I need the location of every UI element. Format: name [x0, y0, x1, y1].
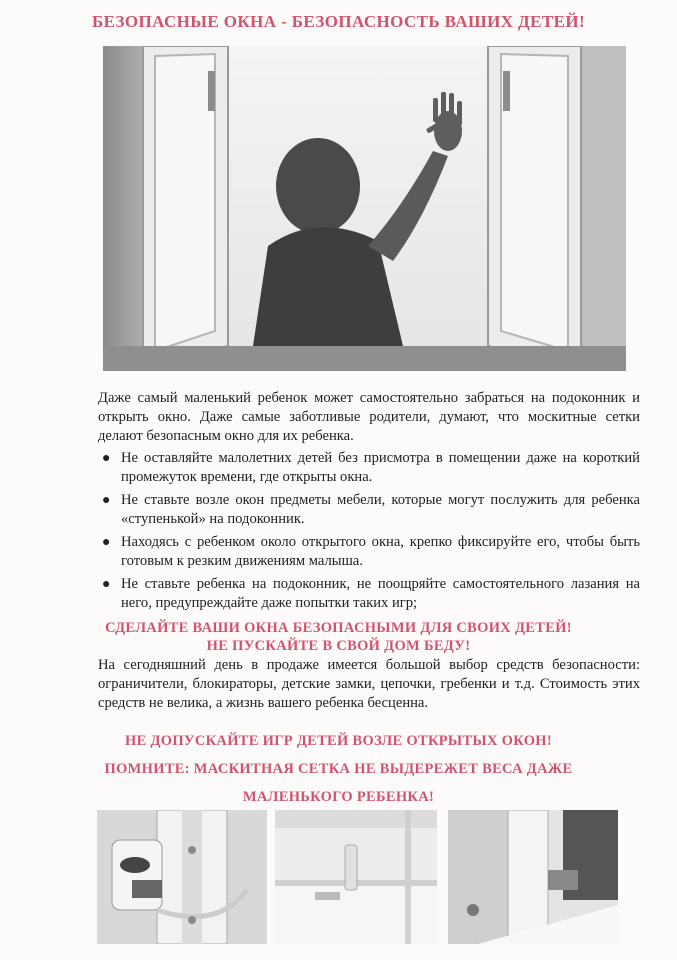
- warning-line-2: ПОМНИТЕ: МАСКИТНАЯ СЕТКА НЕ ВЫДЕРЕЖЕТ ВЕСА ДАЖЕ: [104, 761, 573, 777]
- slogan-line-2: НЕ ПУСКАЙТЕ В СВОЙ ДОМ БЕДУ!: [206, 638, 471, 654]
- list-item: [98, 491, 640, 529]
- window-latch-photo: [275, 810, 437, 944]
- tip-text: Находясь с ребенком около открытого окна, крепко фиксируйте его, чтобы быть готовым к резким движениям малыша.: [121, 534, 640, 569]
- bullet-icon: ●: [102, 493, 111, 508]
- intro-paragraph: Даже самый маленький ребенок может самостоятельно забраться на подоконник и открыть окно. Даже самые заботливые родители, думают, что москитные сетки делают безопасным окно для их ребенка.: [98, 390, 640, 444]
- list-item: [98, 575, 640, 613]
- tip-text: Не ставьте возле окон предметы мебели, которые могут послужить для ребенка «ступенькой» на подоконник.: [121, 492, 640, 527]
- warning-line-3: МАЛЕНЬКОГО РЕБЕНКА!: [242, 789, 435, 805]
- bullet-icon: ●: [102, 577, 111, 592]
- market-paragraph: На сегодняшний день в продаже имеется большой выбор средств безопасности: ограничители, блокираторы, детские замки, цепочки, гребенки и т.д. Стоимость этих средств не велика, а жизнь вашего ребенка бесценна.: [98, 657, 640, 711]
- safety-tips-list: [98, 449, 640, 617]
- bullet-icon: ●: [102, 535, 111, 550]
- list-item: [98, 533, 640, 571]
- bullet-icon: ●: [102, 451, 111, 466]
- list-item: [98, 449, 640, 487]
- window-limiter-photo: [448, 810, 618, 944]
- warning-line-1: НЕ ДОПУСКАЙТЕ ИГР ДЕТЕЙ ВОЗЛЕ ОТКРЫТЫХ ОКОН!: [125, 733, 552, 749]
- window-lock-photo: [97, 810, 267, 944]
- child-at-window-photo: [103, 46, 626, 371]
- slogan-line-1: СДЕЛАЙТЕ ВАШИ ОКНА БЕЗОПАСНЫМИ ДЛЯ СВОИХ ДЕТЕЙ!: [105, 620, 572, 636]
- tip-text: Не оставляйте малолетних детей без присмотра в помещении даже на короткий промежуток времени, где открыты окна.: [121, 450, 640, 485]
- tip-text: Не ставьте ребенка на подоконник, не поощряйте самостоятельного лазания на него, предупреждайте даже попытки таких игр;: [121, 576, 640, 611]
- page-title: БЕЗОПАСНЫЕ ОКНА - БЕЗОПАСНОСТЬ ВАШИХ ДЕТЕЙ!: [91, 12, 586, 31]
